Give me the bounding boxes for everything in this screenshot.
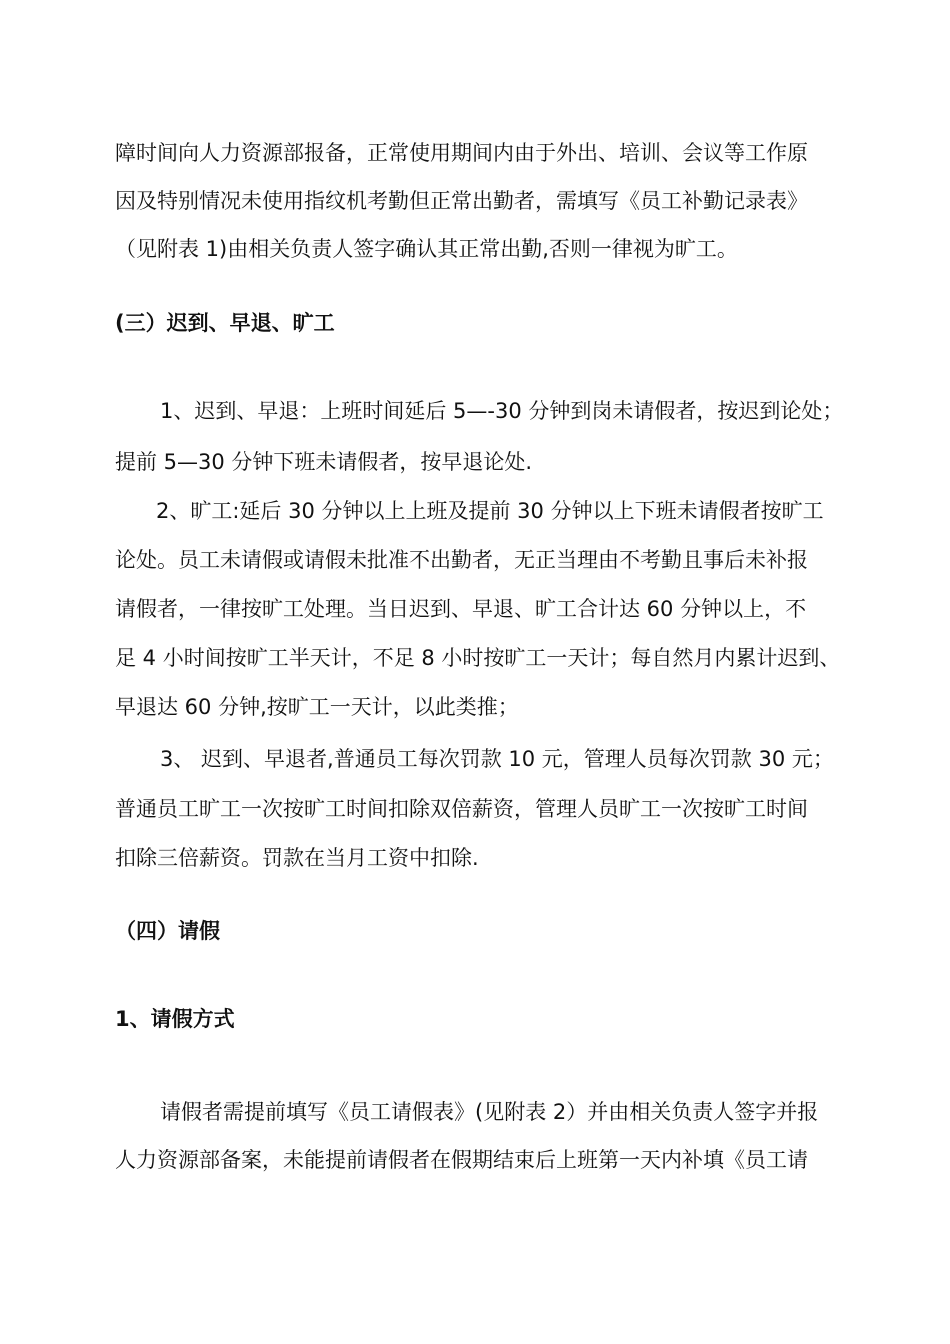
paragraph-line: 请假者需提前填写《员工请假表》(见附表 2）并由相关负责人签字并报	[160, 1100, 819, 1124]
paragraph-line: 论处。员工未请假或请假未批准不出勤者，无正当理由不考勤且事后未补报	[115, 548, 808, 572]
paragraph-line: 因及特别情况未使用指纹机考勤但正常出勤者，需填写《员工补勤记录表》	[115, 189, 808, 213]
paragraph-line: 提前 5—30 分钟下班未请假者，按早退论处.	[115, 450, 533, 474]
paragraph-line: 请假者，一律按旷工处理。当日迟到、早退、旷工合计达 60 分钟以上，不	[115, 597, 807, 621]
paragraph-line: 1、迟到、早退：上班时间延后 5—-30 分钟到岗未请假者，按迟到论处；	[160, 399, 844, 423]
paragraph-line: 3、 迟到、早退者,普通员工每次罚款 10 元，管理人员每次罚款 30 元；	[160, 747, 834, 771]
paragraph-line: 人力资源部备案，未能提前请假者在假期结束后上班第一天内补填《员工请	[115, 1148, 808, 1172]
subsection-heading: 1、请假方式	[115, 1007, 235, 1031]
paragraph-line: （见附表 1)由相关负责人签字确认其正常出勤,否则一律视为旷工。	[115, 237, 738, 261]
section-heading: (三）迟到、早退、旷工	[115, 311, 335, 335]
paragraph-line: 普通员工旷工一次按旷工时间扣除双倍薪资，管理人员旷工一次按旷工时间	[115, 797, 808, 821]
paragraph-line: 2、旷工:延后 30 分钟以上上班及提前 30 分钟以上下班未请假者按旷工	[156, 499, 824, 523]
paragraph-line: 足 4 小时间按旷工半天计，不足 8 小时按旷工一天计；每自然月内累计迟到、	[115, 646, 841, 670]
paragraph-line: 障时间向人力资源部报备，正常使用期间内由于外出、培训、会议等工作原	[115, 141, 808, 165]
paragraph-line: 早退达 60 分钟,按旷工一天计，以此类推；	[115, 695, 519, 719]
section-heading: （四）请假	[115, 919, 220, 943]
paragraph-line: 扣除三倍薪资。罚款在当月工资中扣除.	[115, 846, 479, 870]
